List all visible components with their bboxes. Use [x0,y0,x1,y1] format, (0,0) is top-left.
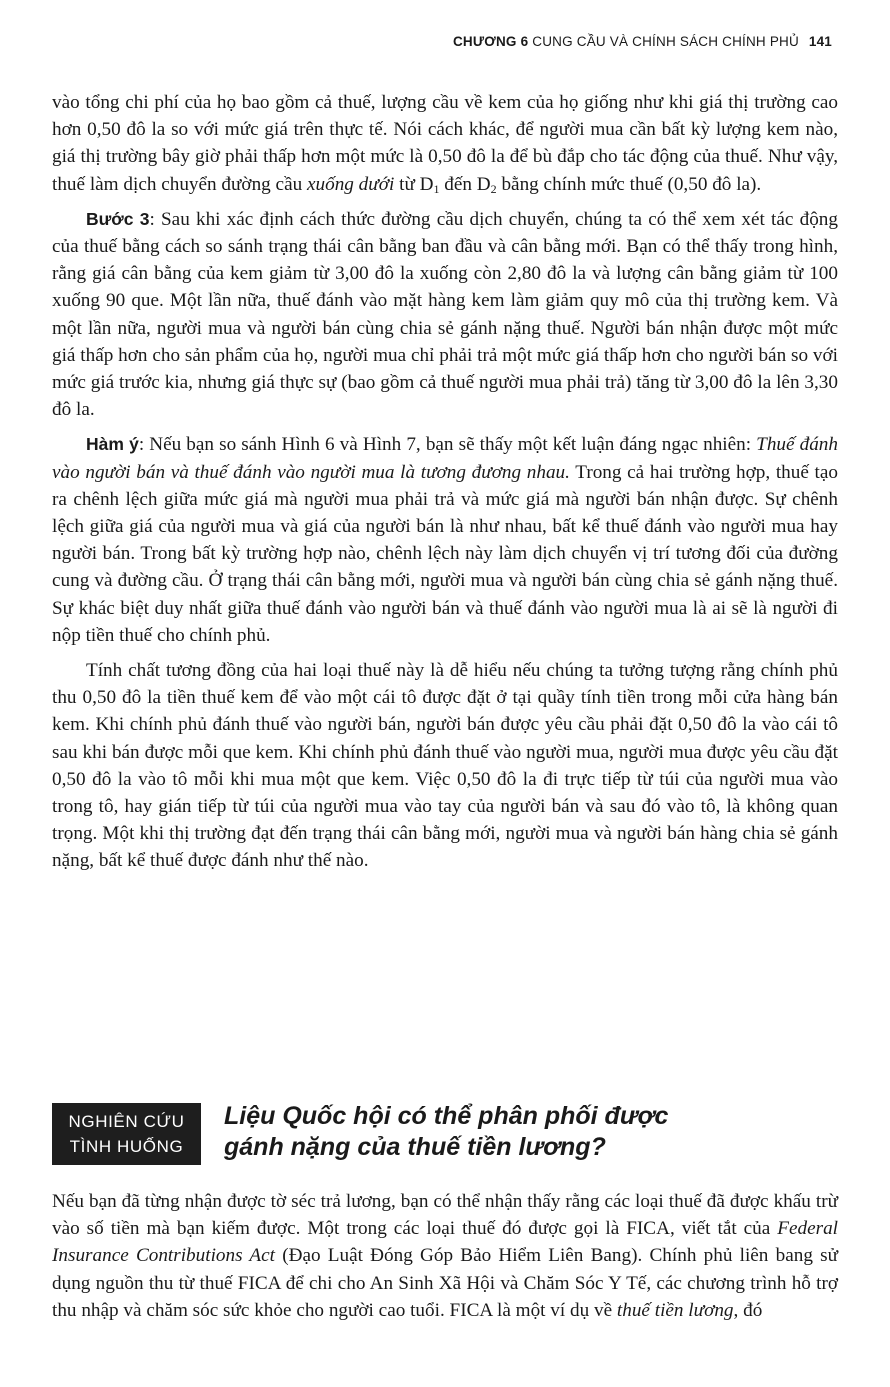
case-study-header [52,1103,838,1173]
lead-in-label: Bước 3 [86,208,150,229]
subscript: 1 [433,181,440,196]
paragraph-step-3 [52,206,838,424]
text-run: Trong cả hai trường hợp, thuế tạo ra chênh lệch giữa mức giá mà người mua phải trả và mức giá mà người bán nhận được. Sự chênh lệch giữa giá của người mua và giá của người bán là như nhau, bất kể thuế đánh vào người mua hay người bán. Trong bất kỳ trường hợp nào, chênh lệch này làm dịch chuyển vị trí tương đối của đường cung và đường cầu. Ở trạng thái cân bằng mới, người mua và người bán cùng chia sẻ gánh nặng thuế. Sự khác biệt duy nhất giữa thuế đánh vào người bán và thuế đánh vào người mua là ai sẽ là người đi nộp tiền thuế cho chính phủ. [52,461,838,646]
text-run: đến D [439,173,491,195]
case-study-badge [52,1103,201,1165]
subscript: 2 [490,181,497,196]
page-number: 141 [808,34,832,49]
text-run: : Nếu bạn so sánh Hình 6 và Hình 7, bạn sẽ thấy một kết luận đáng ngạc nhiên: [138,434,757,456]
text-run: bằng chính mức thuế (0,50 đô la). [496,173,762,195]
emphasis-text: xuống dưới [306,173,395,195]
paragraph-fica [52,1188,838,1324]
text-run: Tính chất tương đồng của hai loại thuế này là dễ hiểu nếu chúng ta tưởng tượng rằng chính phủ thu 0,50 đô la tiền thuế kem để vào một cái tô được đặt ở tại quầy tính tiền trong mỗi cửa hàng bán kem. Khi chính phủ đánh thuế vào người bán, người bán được yêu cầu phải đặt 0,50 đô la vào cái tô sau khi bán được mỗi que kem. Khi chính phủ đánh thuế vào người mua, người mua được yêu cầu đặt 0,50 đô la vào tô mỗi khi mua một que kem. Việc 0,50 đô la đi trực tiếp từ túi của người mua vào trong tô, hay gián tiếp từ túi của người mua vào tay của người bán và sau đó vào tô, là không quan trọng. Một khi thị trường đạt đến trạng thái cân bằng mới, người mua và người bán hàng chia sẻ gánh nặng, bất kể thuế được đánh như thế nào. [52,660,838,872]
text-run: vào tổng chi phí của họ bao gồm cả thuế, lượng cầu về kem của họ giống như khi giá thị trường cao hơn 0,50 đô la so với mức giá trên thực tế. Nói cách khác, để người mua cần bất kỳ lượng kem nào, giá thị trường bây giờ phải thấp hơn một mức là 0,50 đô la để bù đắp cho tác động của thuế. Như vậy, thuế làm dịch chuyển đường cầu [52,92,838,195]
text-run: , đó [733,1299,763,1321]
emphasis-text: Federal Insurance Contributions Act [52,1218,838,1267]
badge-line: TÌNH HUỐNG [69,1137,184,1156]
main-text [52,89,838,875]
chapter-label: CHƯƠNG 6 [452,34,529,49]
running-header [453,34,832,49]
paragraph-implication [52,431,838,649]
text-run: Nếu bạn đã từng nhận được tờ séc trả lương, bạn có thể nhận thấy rằng các loại thuế đã được khấu trừ vào số tiền mà bạn kiếm được. Một trong các loại thuế đó được gọi là FICA, viết tắt của [52,1191,838,1240]
paragraph-continuation [52,89,838,198]
title-line: Liệu Quốc hội có thể phân phối được [224,1102,669,1130]
badge-line: NGHIÊN CỨU [68,1112,185,1131]
title-line: gánh nặng của thuế tiền lương? [224,1133,606,1161]
text-run: (Đạo Luật Đóng Góp Bảo Hiểm Liên Bang). Chính phủ liên bang sử dụng nguồn thu từ thuế FICA để chi cho An Sinh Xã Hội và Chăm Sóc Y Tế, các chương trình hỗ trợ thu nhập và chăm sóc sức khỏe cho người cao tuổi. FICA là một ví dụ về [52,1245,838,1321]
chapter-title: CUNG CẦU VÀ CHÍNH SÁCH CHÍNH PHỦ [532,34,799,49]
emphasis-text: Thuế đánh vào người bán và thuế đánh vào người mua là tương đương nhau. [52,434,838,483]
text-run: từ D [394,173,434,195]
paragraph-equivalence [52,657,838,875]
lead-in-label: Hàm ý [86,434,139,455]
emphasis-text: thuế tiền lương [616,1299,734,1321]
case-study-text [52,1188,838,1324]
text-run: : Sau khi xác định cách thức đường cầu dịch chuyển, chúng ta có thể xem xét tác động của thuế bằng cách so sánh trạng thái cân bằng ban đầu và cân bằng mới. Bạn có thể thấy trong hình, rằng giá cân bằng của kem giảm từ 3,00 đô la xuống còn 2,80 đô la và lượng cân bằng giảm từ 100 xuống 90 que. Một lần nữa, thuế đánh vào mặt hàng kem làm giảm quy mô của thị trường kem. Và một lần nữa, người mua và người bán cùng chia sẻ gánh nặng thuế. Người bán nhận được một mức giá thấp hơn cho sản phẩm của họ, người mua chỉ phải trả một mức giá thấp hơn cho người bán so với mức giá trước kia, nhưng giá thực sự (bao gồm cả thuế người mua phải trả) tăng từ 3,00 đô la lên 3,30 đô la. [52,208,838,421]
case-study-title [224,1101,668,1163]
